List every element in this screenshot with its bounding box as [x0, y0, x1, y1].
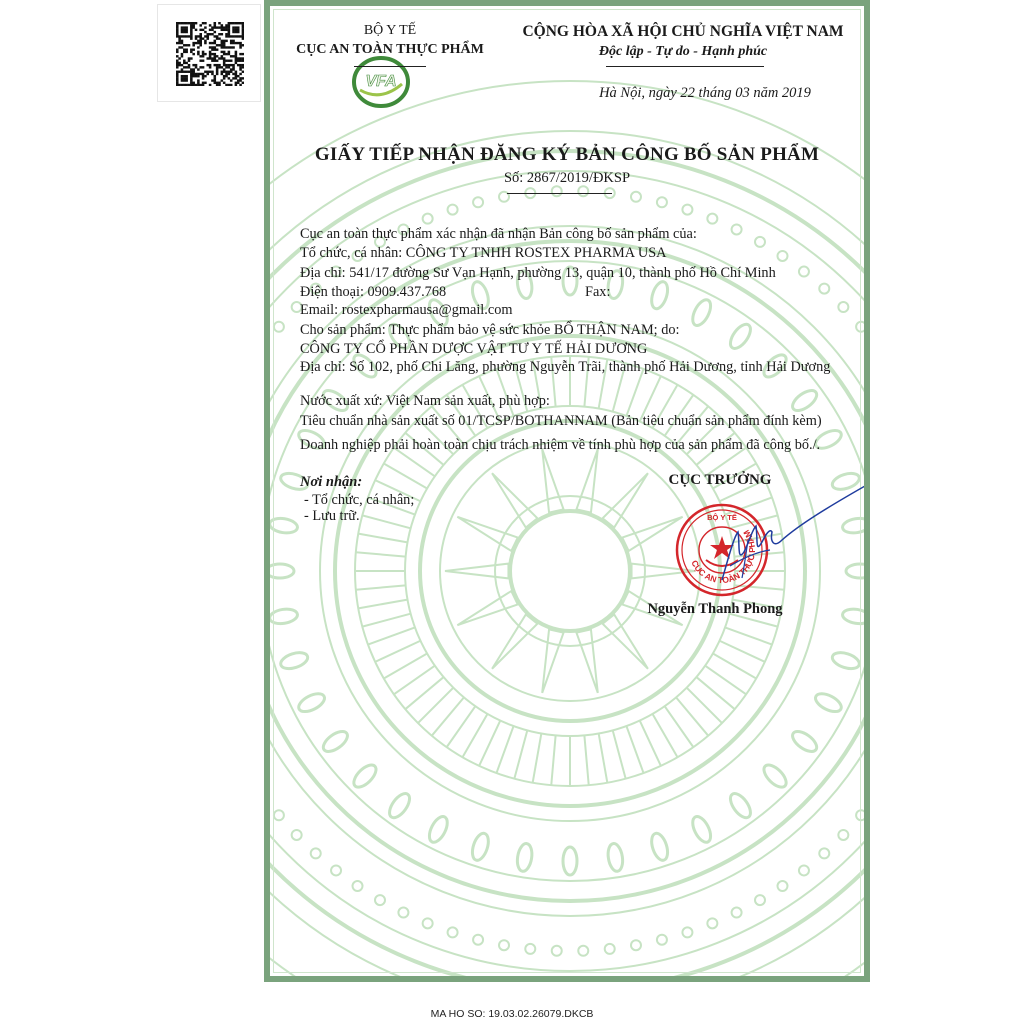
vfa-logo: [350, 54, 412, 110]
stamp-top-text: BỘ Y TẾ: [707, 513, 737, 522]
email-line: Email: rostexpharmausa@gmail.com: [300, 302, 513, 318]
signatory-name: Nguyễn Thanh Phong: [647, 601, 783, 617]
origin-line: Nước xuất xứ: Việt Nam sản xuất, phù hợp:: [300, 393, 550, 409]
qr-code-icon: [176, 22, 244, 86]
standard-line: Tiêu chuẩn nhà sản xuất số 01/TCSP/BOTHANNAM (Bản tiêu chuẩn sản phẩm đính kèm): [300, 413, 822, 429]
phone-line: Điện thoại: 0909.437.768: [300, 284, 447, 300]
signatory-title: CỤC TRƯỞNG: [668, 472, 772, 488]
certificate-paper: [270, 6, 864, 976]
handwritten-signature: [700, 482, 864, 592]
document-number: Số: 2867/2019/ĐKSP: [503, 170, 631, 186]
qr-code-card: [157, 4, 261, 102]
divider: [606, 66, 764, 67]
recipient-item: - Lưu trữ.: [304, 508, 360, 524]
motto: Độc lập - Tự do - Hạnh phúc: [598, 44, 768, 59]
divider: [507, 193, 612, 194]
ministry-name: BỘ Y TẾ: [363, 23, 417, 38]
manufacturer-address-line: Địa chỉ: Số 102, phố Chi Lăng, phường Nguyễn Trãi, thành phố Hải Dương, tỉnh Hải Dương: [300, 359, 831, 375]
intro-line: Cục an toàn thực phẩm xác nhận đã nhận Bản công bố sản phẩm của:: [300, 226, 697, 242]
date-line: Hà Nội, ngày 22 tháng 03 năm 2019: [599, 85, 811, 101]
recipients-title: Nơi nhận:: [300, 474, 363, 490]
manufacturer-line: CÔNG TY CỔ PHẦN DƯỢC VẬT TƯ Y TẾ HẢI DƯƠNG: [300, 341, 648, 357]
address-line: Địa chỉ: 541/17 đường Sư Vạn Hạnh, phường 13, quận 10, thành phố Hồ Chí Minh: [300, 265, 776, 281]
logo-text: VFA: [365, 73, 397, 90]
agency-name: CỤC AN TOÀN THỰC PHẨM: [296, 42, 484, 57]
country-name: CỘNG HÒA XÃ HỘI CHỦ NGHĨA VIỆT NAM: [522, 23, 844, 40]
certificate-frame: [264, 0, 870, 982]
recipient-item: - Tổ chức, cá nhân;: [304, 492, 415, 508]
organization-line: Tổ chức, cá nhân: CÔNG TY TNHH ROSTEX PHARMA USA: [300, 245, 667, 261]
stamp-ring-text: CỤC AN TOÀN THỰC PHẨM: [689, 528, 758, 586]
fax-line: Fax:: [585, 284, 611, 300]
document-title: GIẤY TIẾP NHẬN ĐĂNG KÝ BẢN CÔNG BỐ SẢN PHẨM: [314, 144, 820, 165]
divider: [354, 66, 426, 67]
dossier-code: MA HO SO: 19.03.02.26079.DKCB: [430, 1008, 594, 1020]
product-line: Cho sản phẩm: Thực phẩm bảo vệ sức khỏe BỔ THẬN NAM; do:: [300, 322, 680, 338]
responsibility-line: Doanh nghiệp phải hoàn toàn chịu trách nhiệm về tính phù hợp của sản phẩm đã công bố./.: [300, 437, 821, 453]
